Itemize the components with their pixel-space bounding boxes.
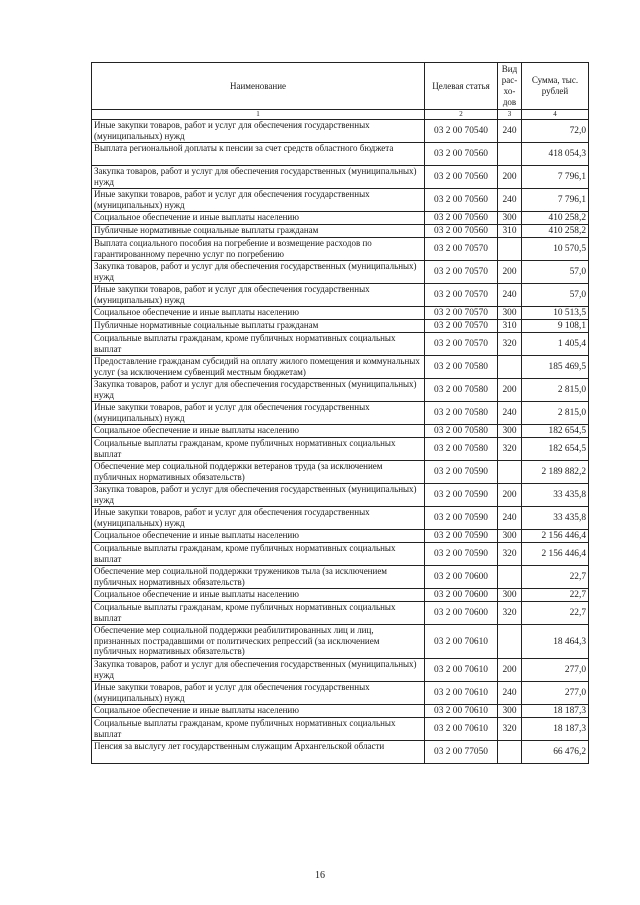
row-sum: 57,0: [522, 284, 589, 307]
row-target-article: 03 2 00 70580: [425, 425, 498, 438]
row-name: Пенсия за выслугу лет государственным служащим Архангельской области: [92, 741, 425, 764]
table-row: [92, 356, 589, 379]
row-target-article: 03 2 00 70590: [425, 507, 498, 530]
row-expense-type: 240: [498, 507, 522, 530]
row-expense-type: [498, 566, 522, 589]
row-expense-type: 200: [498, 379, 522, 402]
row-target-article: 03 2 00 70570: [425, 238, 498, 261]
row-sum: 18 187,3: [522, 718, 589, 741]
column-number: 4: [522, 110, 589, 120]
row-sum: 2 815,0: [522, 402, 589, 425]
row-expense-type: 320: [498, 718, 522, 741]
row-expense-type: 240: [498, 682, 522, 705]
row-sum: 18 187,3: [522, 705, 589, 718]
column-number-row: [92, 110, 589, 120]
page-number: 16: [315, 870, 325, 881]
row-target-article: 03 2 00 70600: [425, 602, 498, 625]
table-row: [92, 718, 589, 741]
row-sum: 410 258,2: [522, 225, 589, 238]
row-target-article: 03 2 00 70570: [425, 307, 498, 320]
table-row: [92, 225, 589, 238]
table-row: [92, 741, 589, 764]
table-row: [92, 602, 589, 625]
table-row: [92, 682, 589, 705]
row-sum: 22,7: [522, 589, 589, 602]
row-target-article: 03 2 00 70610: [425, 718, 498, 741]
table-row: [92, 425, 589, 438]
row-expense-type: 300: [498, 307, 522, 320]
table-row: [92, 543, 589, 566]
row-name: Социальное обеспечение и иные выплаты населению: [92, 307, 425, 320]
row-sum: 2 156 446,4: [522, 530, 589, 543]
table-row: [92, 379, 589, 402]
table-row: [92, 189, 589, 212]
row-target-article: 03 2 00 70560: [425, 189, 498, 212]
table-row: [92, 307, 589, 320]
row-name: Закупка товаров, работ и услуг для обеспечения государственных (муниципальных) нужд: [92, 484, 425, 507]
row-sum: 7 796,1: [522, 166, 589, 189]
table-row: [92, 589, 589, 602]
table-row: [92, 566, 589, 589]
row-target-article: 03 2 00 70590: [425, 530, 498, 543]
row-name: Социальные выплаты гражданам, кроме публичных нормативных социальных выплат: [92, 602, 425, 625]
row-name: Закупка товаров, работ и услуг для обеспечения государственных (муниципальных) нужд: [92, 261, 425, 284]
column-number: 1: [92, 110, 425, 120]
row-expense-type: 200: [498, 659, 522, 682]
table-row: [92, 333, 589, 356]
table-row: [92, 402, 589, 425]
header-sum: Сумма, тыс. рублей: [522, 63, 589, 110]
row-sum: 277,0: [522, 659, 589, 682]
row-target-article: 03 2 00 70580: [425, 379, 498, 402]
table-row: [92, 212, 589, 225]
row-target-article: 03 2 00 70570: [425, 284, 498, 307]
row-sum: 10 513,5: [522, 307, 589, 320]
table-row: [92, 120, 589, 143]
row-name: Иные закупки товаров, работ и услуг для обеспечения государственных (муниципальных) нужд: [92, 284, 425, 307]
row-sum: 2 189 882,2: [522, 461, 589, 484]
row-expense-type: 310: [498, 320, 522, 333]
row-name: Социальное обеспечение и иные выплаты населению: [92, 425, 425, 438]
table-row: [92, 320, 589, 333]
row-target-article: 03 2 00 70610: [425, 705, 498, 718]
row-name: Выплата социального пособия на погребение и возмещение расходов по гарантированному перечню услуг по погребению: [92, 238, 425, 261]
row-name: Социальные выплаты гражданам, кроме публичных нормативных социальных выплат: [92, 718, 425, 741]
row-name: Иные закупки товаров, работ и услуг для обеспечения государственных (муниципальных) нужд: [92, 507, 425, 530]
budget-table: [91, 62, 589, 764]
table-row: [92, 507, 589, 530]
row-sum: 185 469,5: [522, 356, 589, 379]
header-expense-type: Вид рас-хо-дов: [498, 63, 522, 110]
row-expense-type: 300: [498, 530, 522, 543]
row-target-article: 03 2 00 70610: [425, 682, 498, 705]
document-page: [91, 62, 588, 764]
row-sum: 277,0: [522, 682, 589, 705]
row-expense-type: 240: [498, 284, 522, 307]
row-target-article: 03 2 00 70590: [425, 461, 498, 484]
row-sum: 410 258,2: [522, 212, 589, 225]
row-expense-type: 200: [498, 484, 522, 507]
row-expense-type: [498, 143, 522, 166]
row-target-article: 03 2 00 70590: [425, 543, 498, 566]
row-sum: 182 654,5: [522, 425, 589, 438]
row-expense-type: 300: [498, 212, 522, 225]
row-sum: 418 054,3: [522, 143, 589, 166]
row-name: Иные закупки товаров, работ и услуг для обеспечения государственных (муниципальных) нужд: [92, 189, 425, 212]
row-expense-type: 300: [498, 705, 522, 718]
row-expense-type: 200: [498, 166, 522, 189]
row-expense-type: [498, 238, 522, 261]
row-target-article: 03 2 00 70570: [425, 261, 498, 284]
row-name: Социальные выплаты гражданам, кроме публичных нормативных социальных выплат: [92, 543, 425, 566]
row-expense-type: [498, 625, 522, 659]
row-name: Закупка товаров, работ и услуг для обеспечения государственных (муниципальных) нужд: [92, 166, 425, 189]
row-name: Социальное обеспечение и иные выплаты населению: [92, 212, 425, 225]
row-name: Публичные нормативные социальные выплаты гражданам: [92, 225, 425, 238]
row-name: Закупка товаров, работ и услуг для обеспечения государственных (муниципальных) нужд: [92, 379, 425, 402]
row-target-article: 03 2 00 70570: [425, 320, 498, 333]
row-name: Иные закупки товаров, работ и услуг для обеспечения государственных (муниципальных) нужд: [92, 402, 425, 425]
table-row: [92, 705, 589, 718]
row-expense-type: 320: [498, 438, 522, 461]
row-expense-type: 320: [498, 602, 522, 625]
row-expense-type: [498, 461, 522, 484]
row-sum: 72,0: [522, 120, 589, 143]
row-sum: 22,7: [522, 566, 589, 589]
row-sum: 2 815,0: [522, 379, 589, 402]
row-target-article: 03 2 00 70590: [425, 484, 498, 507]
table-row: [92, 238, 589, 261]
table-row: [92, 166, 589, 189]
row-expense-type: 200: [498, 261, 522, 284]
row-sum: 1 405,4: [522, 333, 589, 356]
row-expense-type: [498, 356, 522, 379]
row-target-article: 03 2 00 70540: [425, 120, 498, 143]
row-expense-type: 300: [498, 589, 522, 602]
table-row: [92, 438, 589, 461]
row-expense-type: 320: [498, 543, 522, 566]
row-target-article: 03 2 00 70580: [425, 356, 498, 379]
row-sum: 10 570,5: [522, 238, 589, 261]
row-sum: 22,7: [522, 602, 589, 625]
row-sum: 18 464,3: [522, 625, 589, 659]
row-name: Предоставление гражданам субсидий на оплату жилого помещения и коммунальных услуг (за исключением субвенций местным бюджетам): [92, 356, 425, 379]
table-row: [92, 530, 589, 543]
row-sum: 33 435,8: [522, 507, 589, 530]
row-name: Иные закупки товаров, работ и услуг для обеспечения государственных (муниципальных) нужд: [92, 682, 425, 705]
row-expense-type: [498, 741, 522, 764]
row-name: Социальное обеспечение и иные выплаты населению: [92, 705, 425, 718]
row-target-article: 03 2 00 70610: [425, 659, 498, 682]
row-name: Выплата региональной доплаты к пенсии за счет средств областного бюджета: [92, 143, 425, 166]
row-target-article: 03 2 00 70560: [425, 225, 498, 238]
row-expense-type: 310: [498, 225, 522, 238]
table-row: [92, 625, 589, 659]
table-row: [92, 284, 589, 307]
row-expense-type: 320: [498, 333, 522, 356]
row-sum: 57,0: [522, 261, 589, 284]
row-target-article: 03 2 00 70560: [425, 166, 498, 189]
column-number: 2: [425, 110, 498, 120]
row-name: Закупка товаров, работ и услуг для обеспечения государственных (муниципальных) нужд: [92, 659, 425, 682]
row-sum: 9 108,1: [522, 320, 589, 333]
row-expense-type: 240: [498, 120, 522, 143]
row-name: Обеспечение мер социальной поддержки ветеранов труда (за исключением публичных нормативных обязательств): [92, 461, 425, 484]
row-target-article: 03 2 00 77050: [425, 741, 498, 764]
table-body: [92, 120, 589, 764]
row-sum: 7 796,1: [522, 189, 589, 212]
row-sum: 33 435,8: [522, 484, 589, 507]
column-number: 3: [498, 110, 522, 120]
table-row: [92, 261, 589, 284]
row-sum: 182 654,5: [522, 438, 589, 461]
table-header-row: [92, 63, 589, 110]
row-target-article: 03 2 00 70600: [425, 589, 498, 602]
row-expense-type: 240: [498, 189, 522, 212]
row-target-article: 03 2 00 70560: [425, 143, 498, 166]
row-name: Социальное обеспечение и иные выплаты населению: [92, 530, 425, 543]
header-name: Наименование: [92, 63, 425, 110]
table-row: [92, 461, 589, 484]
table-row: [92, 659, 589, 682]
row-expense-type: 300: [498, 425, 522, 438]
row-target-article: 03 2 00 70600: [425, 566, 498, 589]
row-sum: 2 156 446,4: [522, 543, 589, 566]
row-name: Иные закупки товаров, работ и услуг для обеспечения государственных (муниципальных) нужд: [92, 120, 425, 143]
row-target-article: 03 2 00 70580: [425, 402, 498, 425]
header-article: Целевая статья: [425, 63, 498, 110]
row-expense-type: 240: [498, 402, 522, 425]
row-name: Социальные выплаты гражданам, кроме публичных нормативных социальных выплат: [92, 438, 425, 461]
table-row: [92, 484, 589, 507]
row-target-article: 03 2 00 70560: [425, 212, 498, 225]
row-name: Обеспечение мер социальной поддержки реабилитированных лиц и лиц, признанных пострадавшими от политических репрессий (за исключением публичных нормативных обязательств): [92, 625, 425, 659]
row-name: Социальные выплаты гражданам, кроме публичных нормативных социальных выплат: [92, 333, 425, 356]
row-name: Обеспечение мер социальной поддержки тружеников тыла (за исключением публичных нормативных обязательств): [92, 566, 425, 589]
row-target-article: 03 2 00 70570: [425, 333, 498, 356]
row-name: Социальное обеспечение и иные выплаты населению: [92, 589, 425, 602]
row-target-article: 03 2 00 70610: [425, 625, 498, 659]
row-target-article: 03 2 00 70580: [425, 438, 498, 461]
row-name: Публичные нормативные социальные выплаты гражданам: [92, 320, 425, 333]
table-row: [92, 143, 589, 166]
row-sum: 66 476,2: [522, 741, 589, 764]
